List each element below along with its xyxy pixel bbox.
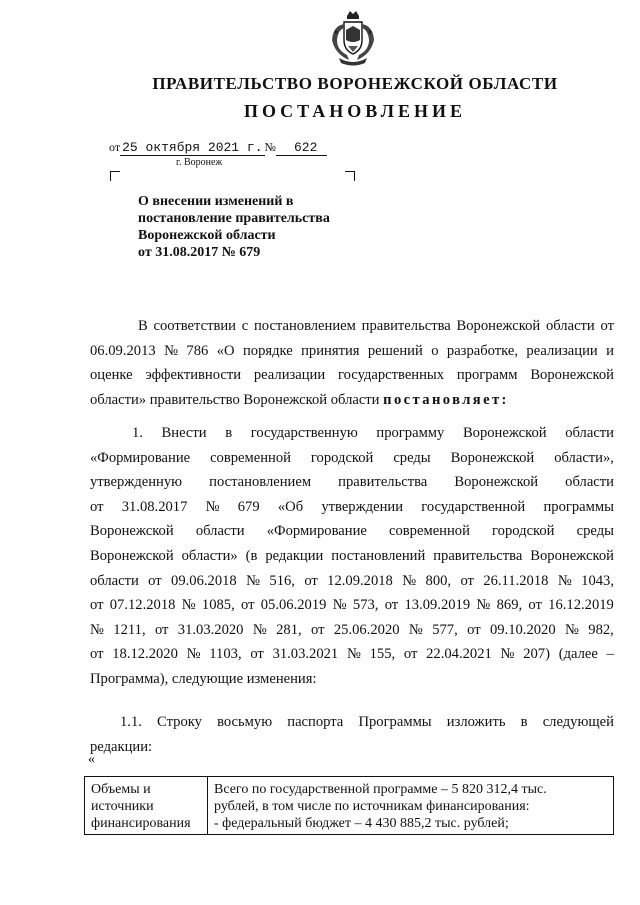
document-number: 622 bbox=[276, 140, 327, 156]
date-number-line bbox=[109, 139, 327, 155]
word: от bbox=[600, 318, 614, 334]
word: постановлений bbox=[331, 547, 426, 564]
word: 786 bbox=[186, 342, 209, 359]
word: среды bbox=[576, 523, 614, 540]
word: «Формирование bbox=[90, 449, 191, 466]
word: государственную bbox=[250, 425, 358, 441]
text-line bbox=[90, 544, 614, 569]
word: программы bbox=[543, 498, 614, 515]
word: 12.09.2018 bbox=[327, 572, 393, 589]
word: 09.10.2020 bbox=[489, 621, 556, 638]
word: от bbox=[154, 621, 169, 638]
text-line bbox=[90, 710, 614, 735]
title-line: постановление правительства bbox=[138, 211, 330, 226]
word: 25.06.2020 bbox=[333, 621, 400, 638]
word: восьмую bbox=[217, 714, 273, 730]
document-title bbox=[138, 193, 378, 261]
word: правительства bbox=[338, 474, 428, 491]
text-line bbox=[90, 495, 614, 520]
word: «Об bbox=[277, 498, 304, 515]
word: паспорта bbox=[287, 714, 344, 730]
document-date: 25 октября 2021 г. bbox=[122, 140, 263, 155]
word: 1.1. bbox=[120, 714, 142, 730]
word: от bbox=[467, 621, 481, 638]
word: (далее bbox=[558, 646, 598, 663]
word: № bbox=[476, 597, 491, 614]
word: Внести bbox=[161, 425, 207, 441]
text-line bbox=[90, 569, 614, 594]
text-line bbox=[90, 446, 614, 471]
word: от bbox=[90, 498, 104, 515]
table-label-cell bbox=[85, 777, 208, 835]
word: № bbox=[205, 498, 220, 515]
word: разработке, bbox=[446, 342, 518, 359]
word: реализации bbox=[253, 367, 326, 384]
text-line bbox=[90, 642, 614, 667]
word: «Формирование bbox=[266, 523, 367, 540]
word: городской bbox=[310, 449, 374, 466]
word: Воронежской bbox=[454, 474, 539, 491]
content-line: Всего по государственной программе – 5 820 312,4 тыс. bbox=[214, 782, 547, 797]
word: от bbox=[460, 572, 474, 589]
word: редакции bbox=[265, 547, 324, 564]
word: оценке bbox=[90, 367, 133, 384]
word: (в bbox=[245, 547, 258, 564]
word: постановлением bbox=[209, 474, 312, 491]
text-line bbox=[90, 388, 614, 413]
word: 982, bbox=[588, 621, 614, 638]
word: от bbox=[148, 572, 162, 589]
word: эффективности bbox=[145, 367, 242, 384]
word: 22.04.2021 bbox=[426, 646, 492, 663]
word: 13.09.2019 bbox=[404, 597, 471, 614]
word: 800, bbox=[425, 572, 452, 589]
word: государственных bbox=[338, 367, 445, 384]
text-line bbox=[90, 618, 614, 643]
word: следующей bbox=[542, 714, 614, 730]
text-line bbox=[90, 339, 614, 364]
title-line: О внесении изменений в bbox=[138, 194, 294, 209]
word: правительства bbox=[361, 318, 451, 334]
preamble-last-text: области» правительство Воронежской области bbox=[90, 391, 380, 408]
text-line bbox=[90, 363, 614, 388]
word: № bbox=[332, 597, 347, 614]
word: – bbox=[606, 646, 614, 663]
word: № bbox=[186, 646, 201, 663]
word: 281, bbox=[276, 621, 302, 638]
opening-quote-mark: « bbox=[88, 752, 95, 767]
word: «О bbox=[216, 342, 235, 359]
word: 31.03.2020 bbox=[177, 621, 244, 638]
word: 16.12.2019 bbox=[548, 597, 614, 614]
word: Воронежской bbox=[456, 318, 541, 334]
city-label: г. Воронеж bbox=[176, 157, 223, 168]
word: № bbox=[557, 572, 572, 589]
word: № bbox=[164, 342, 179, 359]
word: утвержденную bbox=[90, 474, 183, 491]
word: № bbox=[408, 621, 423, 638]
text-line bbox=[90, 421, 614, 446]
word: постановлением bbox=[253, 318, 356, 334]
word: современной bbox=[389, 523, 470, 540]
word: 18.12.2020 bbox=[112, 646, 178, 663]
word: Воронежской bbox=[90, 523, 174, 540]
word: № bbox=[564, 621, 579, 638]
word: от bbox=[90, 646, 104, 663]
word: области bbox=[195, 523, 245, 540]
word: 26.11.2018 bbox=[483, 572, 549, 589]
word: 31.08.2017 bbox=[121, 498, 188, 515]
word: решений bbox=[367, 342, 423, 359]
word: изложить bbox=[446, 714, 506, 730]
word: соответствии bbox=[153, 318, 236, 334]
text-line: редакции: bbox=[90, 738, 153, 755]
word: 207) bbox=[523, 646, 550, 663]
word: городской bbox=[492, 523, 555, 540]
item-1-1-paragraph bbox=[90, 710, 614, 759]
word: № bbox=[402, 572, 417, 589]
word: реализации bbox=[526, 342, 598, 359]
word: 1103, bbox=[209, 646, 242, 663]
word: Воронежской bbox=[462, 425, 547, 441]
number-sign: № bbox=[264, 140, 276, 154]
word: 1211, bbox=[113, 621, 146, 638]
word: Программы bbox=[358, 714, 432, 730]
word: 07.12.2018 bbox=[109, 597, 176, 614]
word: программ bbox=[456, 367, 518, 384]
word: от bbox=[90, 597, 104, 614]
word: программу bbox=[376, 425, 445, 441]
word: 06.09.2013 bbox=[90, 342, 156, 359]
title-bracket-left bbox=[110, 171, 120, 181]
content-line: рублей, в том числе по источникам финансирования: bbox=[214, 799, 530, 814]
word: принятия bbox=[301, 342, 360, 359]
word: утверждении bbox=[321, 498, 404, 515]
table-row bbox=[85, 777, 614, 835]
text-line bbox=[90, 314, 614, 339]
word: 1. bbox=[132, 425, 143, 441]
word: 516, bbox=[269, 572, 295, 589]
word: В bbox=[138, 318, 148, 334]
word: Воронежской bbox=[530, 547, 614, 564]
document-type: ПОСТАНОВЛЕНИЕ bbox=[243, 101, 467, 121]
word: от bbox=[311, 621, 325, 638]
word: от bbox=[528, 597, 542, 614]
text-line: Программа), следующие изменения: bbox=[90, 670, 317, 687]
label-line: Объемы и bbox=[91, 782, 151, 797]
word: и bbox=[606, 342, 614, 359]
title-bracket-right bbox=[345, 171, 355, 181]
word: с bbox=[241, 318, 249, 334]
word: № bbox=[346, 646, 361, 663]
label-line: источники bbox=[91, 799, 154, 814]
word: в bbox=[520, 714, 528, 730]
word: 1085, bbox=[201, 597, 235, 614]
word: Воронежской bbox=[530, 367, 614, 384]
word: 679 bbox=[237, 498, 260, 515]
word: от bbox=[304, 572, 318, 589]
word: от bbox=[241, 597, 255, 614]
word: от bbox=[250, 646, 264, 663]
word: области bbox=[545, 318, 595, 334]
word: № bbox=[252, 621, 267, 638]
word: современной bbox=[210, 449, 291, 466]
resolves-word: постановляет: bbox=[383, 391, 509, 408]
word: от bbox=[384, 597, 399, 614]
word: области bbox=[90, 572, 139, 589]
label-line: финансирования bbox=[91, 816, 191, 831]
word: 1043, bbox=[581, 572, 614, 589]
title-line: Воронежской области bbox=[138, 228, 276, 243]
word: № bbox=[90, 621, 104, 638]
word: 577, bbox=[432, 621, 458, 638]
word: области bbox=[565, 474, 614, 491]
date-prefix: от bbox=[109, 140, 121, 154]
word: порядке bbox=[242, 342, 293, 359]
word: в bbox=[225, 425, 233, 441]
item-1-paragraph bbox=[90, 421, 614, 692]
word: 869, bbox=[496, 597, 523, 614]
word: № bbox=[181, 597, 196, 614]
word: 573, bbox=[352, 597, 379, 614]
word: Строку bbox=[157, 714, 202, 730]
content-line: - федеральный бюджет – 4 430 885,2 тыс. рублей; bbox=[214, 816, 509, 831]
word: 05.06.2019 bbox=[260, 597, 327, 614]
word: области bbox=[565, 425, 614, 441]
title-line: от 31.08.2017 № 679 bbox=[138, 245, 261, 260]
preamble-paragraph bbox=[90, 314, 614, 412]
word: 31.03.2021 bbox=[272, 646, 339, 663]
word: 155, bbox=[369, 646, 396, 663]
text-line bbox=[90, 519, 614, 544]
table-content-cell bbox=[208, 777, 614, 835]
word: среды bbox=[393, 449, 431, 466]
text-line bbox=[90, 470, 614, 495]
word: правительства bbox=[433, 547, 523, 564]
word: Воронежской bbox=[90, 547, 174, 564]
word: области», bbox=[554, 449, 614, 466]
word: № bbox=[500, 646, 515, 663]
word: государственной bbox=[421, 498, 526, 515]
word: от bbox=[403, 646, 418, 663]
text-line bbox=[90, 593, 614, 618]
word: Воронежской bbox=[450, 449, 535, 466]
word: 09.06.2018 bbox=[171, 572, 237, 589]
word: о bbox=[431, 342, 439, 359]
organization-name: ПРАВИТЕЛЬСТВО ВОРОНЕЖСКОЙ ОБЛАСТИ bbox=[152, 74, 558, 93]
coat-of-arms-emblem bbox=[327, 8, 379, 68]
passport-table bbox=[84, 776, 614, 835]
word: области» bbox=[181, 547, 238, 564]
word: № bbox=[246, 572, 261, 589]
